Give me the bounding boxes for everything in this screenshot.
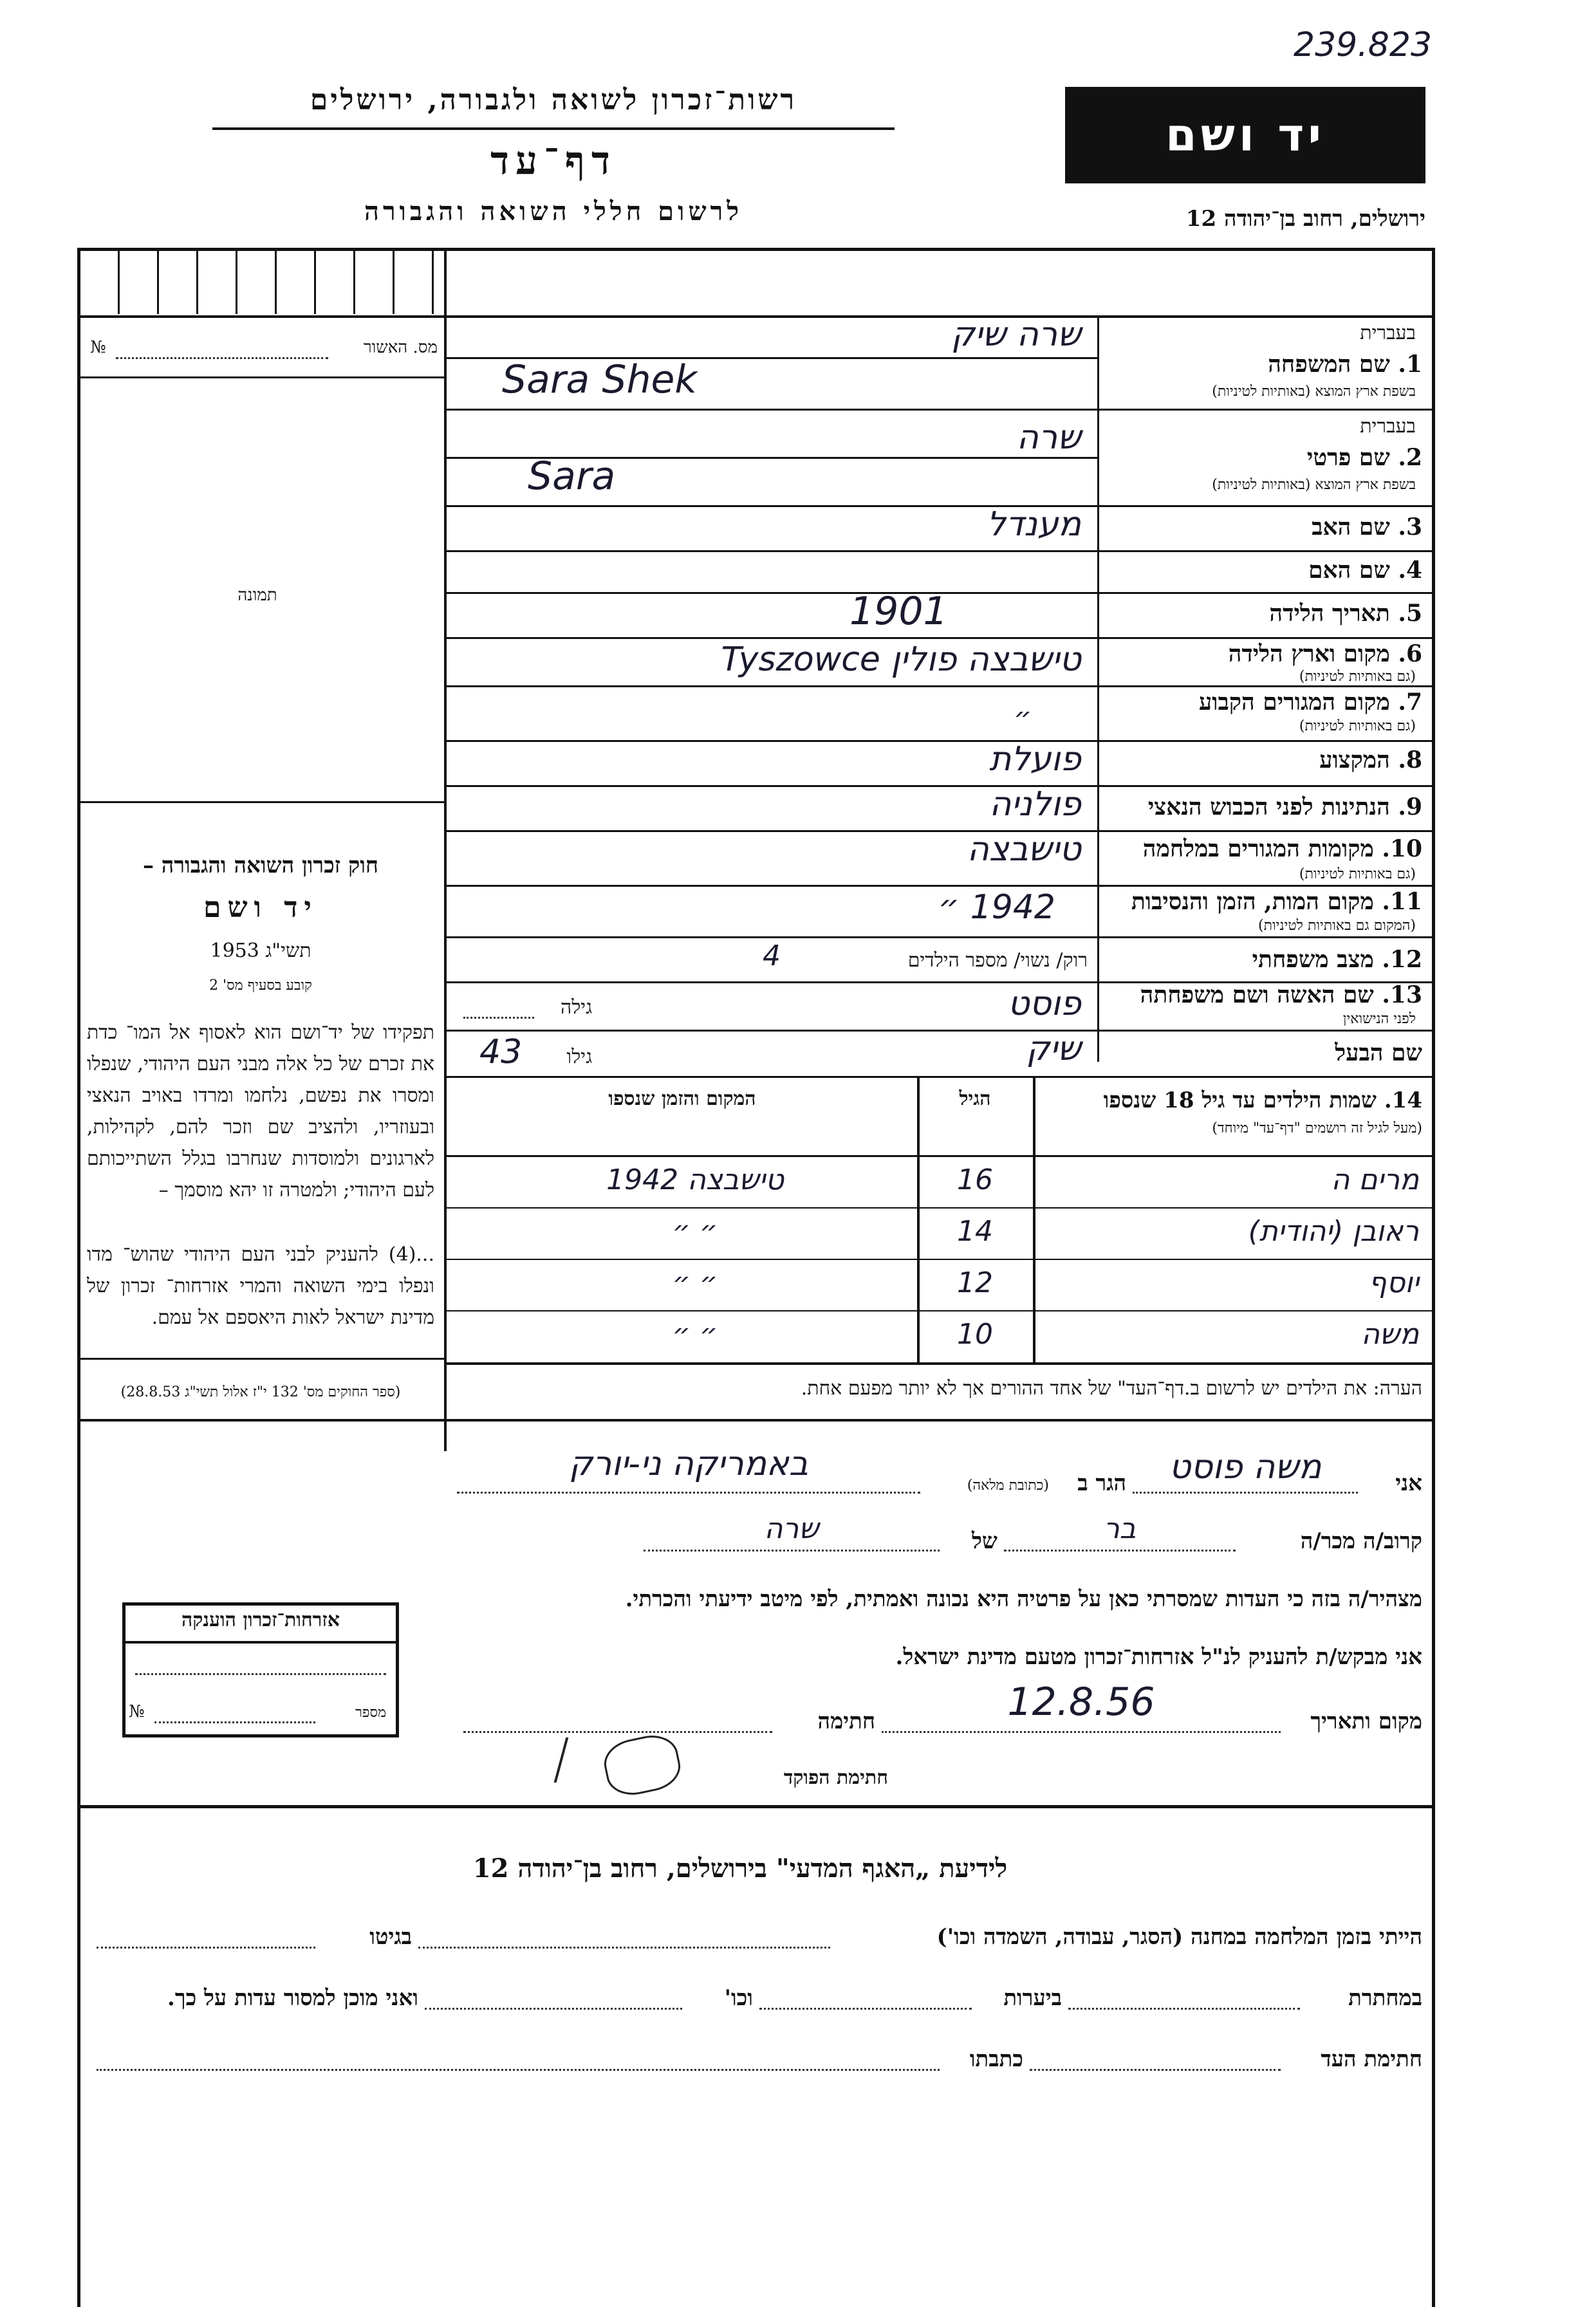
husband-name-value: שיק [1026,1030,1081,1068]
first-name-latin: Sara [528,454,616,499]
wife-age-label: גילה [560,996,592,1019]
field-12-label: 12. מצב משפחתי [1252,946,1422,973]
permit-number-line [116,357,328,359]
child-age: 10 [957,1318,993,1351]
field-10-label: 10. מקומות המגורים במלחמה [1142,835,1422,862]
field-1-rule [447,409,1435,411]
child-place: ״ ״ [672,1215,718,1248]
footer-underground-label: במחתרת [1348,1985,1422,2011]
children-col-divider-2 [1033,1076,1035,1362]
child-row-rule [447,1207,1435,1209]
field-6-rule [447,685,1435,687]
field-6-label: 6. מקום וארץ הלידה [1228,640,1422,667]
family-name-hebrew: שרה שיק [951,315,1081,354]
husband-age-label: גילו [566,1046,592,1068]
child-age: 12 [957,1266,993,1299]
declarant-label: אני [1395,1470,1422,1496]
permit-number-boxes [80,251,441,314]
children-age-header: הגיל [959,1088,991,1110]
field-11-label: 11. מקום המות, הזמן והנסיבות [1131,888,1422,915]
child-place: ״ ״ [672,1266,718,1299]
children-section-note: (מעל לגיל זה רושמים "דף־עד" מיוחד) [1212,1120,1422,1136]
child-name: מרים ה [1331,1163,1419,1196]
birth-place-value: טישבצה פולין Tyszowce [721,640,1081,679]
occupation-value: פועלת [989,740,1081,779]
yad-vashem-logo: יד ושם [1065,87,1425,183]
of-line [644,1550,940,1552]
address-note: (כתובת מלאה) [967,1478,1049,1494]
footer-testimony-statement: ואני מוכן למסור עדות על כך. [167,1985,418,2011]
place-date-label: מקום ותאריך [1310,1709,1422,1734]
children-count-value: 4 [763,940,781,972]
memorial-box-number-label: מספר [355,1705,386,1721]
child-place: טישבצה 1942 [606,1163,784,1196]
field-1-sub: בשפת ארץ המוצא (באותיות לטיניות) [1212,384,1416,400]
remark-rule [77,1419,1435,1422]
family-name-latin: Sara Shek [502,357,698,402]
date-value: 12.8.56 [1007,1680,1155,1725]
children-section-label: 14. שמות הילדים עד גיל 18 שנספו [1103,1088,1422,1113]
photo-rule [77,801,444,803]
field-2-sub: בשפת ארץ המוצא (באותיות לטיניות) [1212,477,1416,493]
children-bottom-rule [447,1362,1435,1365]
marital-status-options: רוק/ נשוי/ מספר הילדים [907,949,1088,972]
field-13-sub: לפני הנישואין [1342,1011,1416,1027]
death-place-value: 1942 ״ [938,888,1055,927]
signature-line [463,1731,772,1733]
field-6-sub: (גם באותיות לטיניות) [1299,669,1416,685]
field-5-rule [447,637,1435,639]
child-name: ראובן (יהודית) [1248,1215,1419,1248]
field-1-label: 1. שם המשפחה [1268,351,1422,378]
residence-value: ״ [1014,701,1032,734]
header-address: ירושלים, רחוב בן־יהודה 12 [1185,206,1425,232]
relation-value: בר [1103,1512,1137,1545]
husband-age-value: 43 [479,1033,523,1071]
citizenship-value: פולניה [989,785,1081,824]
place-date-line [882,1731,1281,1733]
field-3-label: 3. שם האב [1312,514,1422,541]
of-label: של [972,1528,998,1554]
authority-name: רשות־זכרון לשואה ולגבורה, ירושלים [310,84,797,116]
header-rule [212,127,895,130]
form-title: דף־עד [490,138,617,183]
children-col-divider-1 [917,1076,920,1362]
child-row-rule [447,1259,1435,1260]
field-2-label: 2. שם פרטי [1306,444,1422,471]
law-text-continued: ...(4) להעניק לבני העם היהודי שהוש־ מדו ונפלו בימי השואה והמרי אזרחות־ זכרון של מדינת ישראל לאות היאספם אל עמם. [87,1243,434,1329]
wartime-residence-value: טישבצה [967,830,1081,869]
field-9-label: 9. הנתינות לפני הכבוש הנאצי [1147,793,1422,820]
husband-name-label: שם הבעל [1335,1039,1422,1066]
memorial-box-number-symbol: № [129,1702,145,1721]
official-signature-label: חתימת הפוקד [783,1766,888,1789]
of-value: שרה [764,1512,819,1545]
memorial-box-rule [122,1641,399,1644]
memorial-request: אני מבקש/ת להעניק לנ"ל אזרחות־זכרון מטעם מדינת ישראל. [895,1644,1422,1670]
footer-forest-line [759,2008,972,2010]
first-name-hebrew: שרה [1016,418,1081,457]
child-age: 16 [957,1163,993,1196]
birth-date-value: 1901 [849,589,948,634]
wife-age-line [463,1017,534,1019]
children-header-rule [447,1155,1435,1157]
footer-ghetto-line [97,1947,315,1949]
law-rule [77,1358,444,1360]
relation-label: קרוב/ה מכר/ה [1300,1528,1422,1554]
field-7-label: 7. מקום המגורים הקבוע [1198,689,1422,716]
sidebar-divider [444,248,447,1451]
footer-forest-label: ביערות [1003,1985,1062,2011]
memorial-box-title: אזרחות־זכרון הוענקה [181,1609,340,1631]
footer-witness-signature-line [1030,2069,1281,2071]
footer-underground-line [1068,2008,1300,2010]
field-13-label: 13. שם האשה ושם משפחתה [1140,981,1422,1008]
declaration-statement: מצהיר/ה בזה כי העדות שמסרתי כאן על פרטיה היא נכונה ואמתית, לפי מיטב ידיעתי והכרתי. [625,1586,1422,1612]
field-10-rule [447,885,1435,887]
address-value: באמריקה ני-יורק [569,1445,808,1483]
declarant-line [1133,1492,1358,1494]
law-text: תפקידו של יד־ושם הוא לאסוף אל המו־ כדת את זכרם של כל אלה מבני העם היהודי, שנפלו ומסרו את נפשם, נלחמו ומרדו באויב הנאצי ובעוזריו, ולהציב שם וזכר להם, לקהילות, לארגונים ולמוסדות שנחרבו בגלל השתייכותם לעם היהודי; ולמטרה זו יהא מוסמך – [87,1021,434,1201]
photo-label: תמונה [237,586,277,605]
memorial-box-line-2 [154,1721,315,1723]
footer-witness-address-line [97,2069,940,2071]
footer-etc-line [425,2008,682,2010]
permit-number-symbol: № [90,338,106,357]
law-clause: קובע בסעיף מס' 2 [209,977,312,994]
footer-rule [77,1805,1435,1808]
memorial-box-line-1 [135,1673,386,1675]
field-5-label: 5. תאריך הלידה [1269,600,1422,627]
field-7-sub: (גם באותיות לטיניות) [1299,718,1416,734]
child-place: ״ ״ [672,1318,718,1351]
archive-number: 239.823 [1294,26,1433,64]
child-name: יוסף [1368,1266,1419,1299]
field-11-sub: (המקום גם באותיות לטיניות) [1258,918,1416,934]
footer-title: לידיעת „האגף המדעי" בירושלים, רחוב בן־יהודה 12 [472,1853,1008,1884]
child-age: 14 [957,1215,993,1248]
declarant-name-value: משה פוסט [1169,1448,1322,1487]
field-2-hebrew-tag: בעברית [1360,415,1416,438]
signature-label: חתימה [817,1709,875,1734]
field-11-rule [447,936,1435,938]
wife-name-value: פוסט [1007,985,1081,1023]
footer-camp-line [418,1947,830,1949]
law-name: יד ושם [203,891,318,924]
relation-line [1004,1550,1236,1552]
law-title: חוק זכרון השואה והגבורה – [142,853,379,878]
footer-witness-signature-label: חתימת העד [1321,2046,1422,2072]
child-name: משה [1361,1318,1419,1351]
field-3-rule [447,550,1435,552]
law-year: תשי"ג 1953 [210,940,311,962]
footer-camp-label: הייתי בזמן המלחמה במחנה (הסגר, עבודה, השמדה וכו') [936,1924,1422,1950]
law-reference: (ספר החוקים מס' 132 י"ז אלול תשי"ג 28.8.53) [120,1384,401,1400]
field-10-sub: (גם באותיות לטיניות) [1299,866,1416,882]
footer-ghetto-label: בגיטו [369,1924,412,1950]
label-column-divider [1097,315,1099,1062]
field-1-hebrew-tag: בעברית [1360,322,1416,344]
children-place-header: המקום והזמן שנספו [608,1088,756,1110]
permit-label: מס. האשור [363,338,438,357]
field-8-label: 8. המקצוע [1319,746,1422,774]
footer-etc-label: וכו' [724,1985,753,2011]
field-14-top-rule [447,1076,1435,1078]
child-row-rule [447,1310,1435,1311]
footer-witness-address-label: כתבתו [969,2046,1023,2072]
remark-text: הערה: את הילדים יש לרשום ב.דף־העד" של אחד ההורים אך לא יותר מפעם אחת. [801,1377,1422,1400]
resides-label: הגר ב [1077,1470,1126,1496]
form-subtitle: לרשום חללי השואה והגבורה [364,196,743,227]
permit-rule [77,376,444,378]
address-line [457,1492,920,1494]
field-4-label: 4. שם האם [1308,557,1422,584]
father-name-value: מענדל [987,505,1081,544]
